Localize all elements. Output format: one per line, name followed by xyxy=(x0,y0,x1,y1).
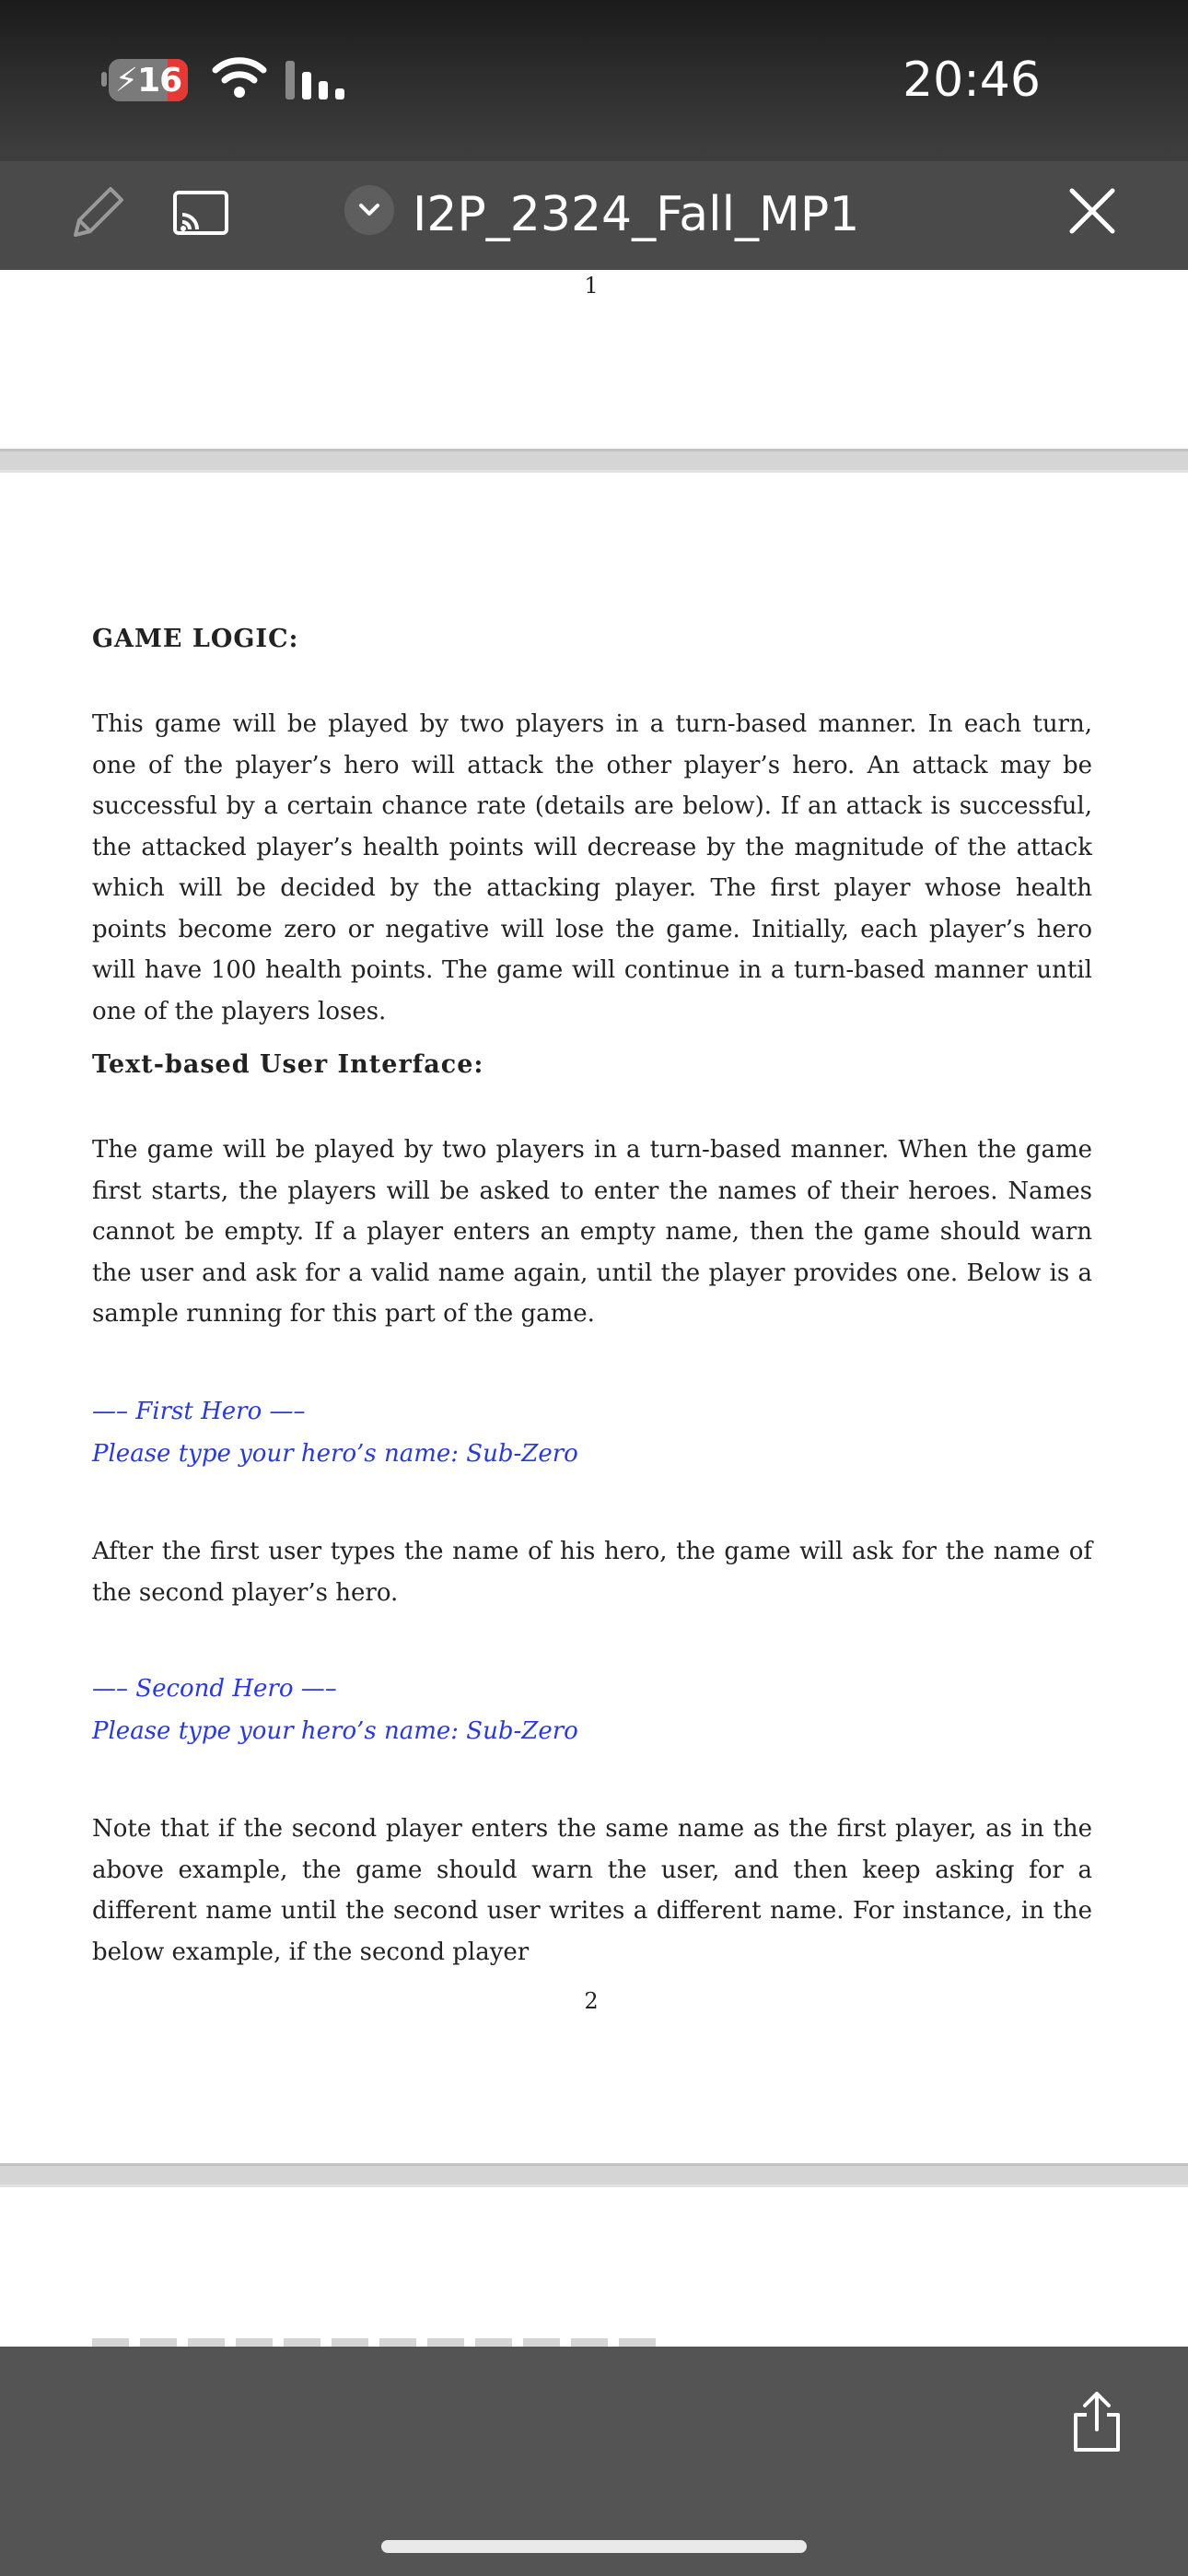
sample-first-hero xyxy=(92,1390,1092,1475)
battery-icon xyxy=(109,59,188,101)
document-title[interactable]: I2P_2324_Fall_MP1 xyxy=(413,187,860,242)
ui-paragraph: The game will be played by two players in a turn-based manner. When the game first starts, the players will be asked to enter the names of their heroes. Names cannot be empty. If a player enters an empty name, then the game should warn the user and ask for a valid name again, until the player provides one. Below is a sample running for this part of the game. xyxy=(92,1136,1092,1328)
sample-line: Please type your hero’s name: Sub-Zero xyxy=(92,1717,578,1745)
home-indicator[interactable] xyxy=(381,2540,807,2553)
sample-line: Please type your hero’s name: Sub-Zero xyxy=(92,1440,578,1468)
chevron-down-icon xyxy=(344,185,394,235)
title-menu-button[interactable] xyxy=(344,185,394,235)
cast-icon[interactable] xyxy=(171,183,230,242)
section-heading-game-logic: GAME LOGIC: xyxy=(92,625,299,653)
battery-level: ⚡16 xyxy=(114,61,182,100)
charging-indicator xyxy=(101,72,107,87)
clock: 20:46 xyxy=(903,53,1041,108)
duplicate-name-paragraph: Note that if the second player enters the same name as the first player, as in the above example, the game should warn the user, and then keep asking for a different name until the second user writes a different name. For instance, in the below example, if the second player xyxy=(92,1815,1092,1966)
section-heading-ui: Text-based User Interface: xyxy=(92,1050,484,1079)
second-hero-paragraph: After the first user types the name of his hero, the game will ask for the name of the second player’s hero. xyxy=(92,1538,1092,1607)
sample-line: —– First Hero —– xyxy=(92,1398,306,1425)
page-separator xyxy=(0,2163,1188,2187)
viewer-toolbar xyxy=(0,161,1188,270)
wifi-icon xyxy=(212,55,267,101)
signal-icon xyxy=(284,59,348,101)
pencil-icon[interactable] xyxy=(66,180,131,244)
game-logic-paragraph: This game will be played by two players in a turn-based manner. In each turn, one of the player’s hero will attack the other player’s hero. An attack may be successful by a certain chance rate (details are below). If an attack is successful, the attacked player’s health points will decrease by the magnitude of the attack which will be decided by the attacking player. The first player whose health points become zero or negative will lose the game. Initially, each player’s hero will have 100 health points. The game will continue in a turn-based manner until one of the players loses. xyxy=(92,710,1092,1025)
sample-second-hero xyxy=(92,1668,1092,1752)
page-separator xyxy=(0,449,1188,473)
status-bar xyxy=(0,0,1188,161)
share-icon[interactable] xyxy=(1068,2389,1125,2453)
page-number-1: 1 xyxy=(584,273,599,299)
close-icon[interactable] xyxy=(1065,183,1120,239)
sample-line: —– Second Hero —– xyxy=(92,1675,337,1703)
page-number-2: 2 xyxy=(584,1988,599,2014)
